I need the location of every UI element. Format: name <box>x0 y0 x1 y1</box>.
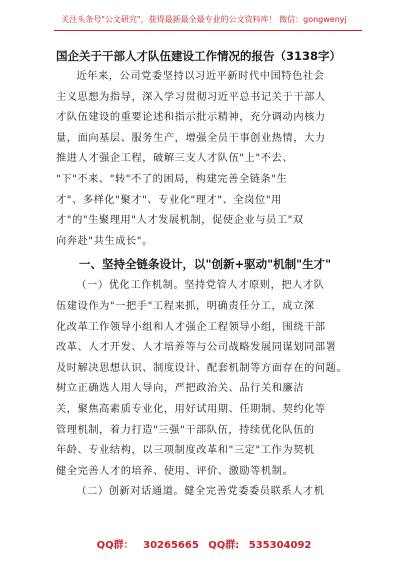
page-header <box>0 0 408 44</box>
paragraph-line: （一）优化工作机制。坚持党管人才原则，把人才队 <box>76 280 325 292</box>
paragraph-line: （二）创新对话通道。健全完善党委委员联系人才机 <box>76 486 325 498</box>
paragraph-line: 管理机制，着力打造"三强"干部队伍，持续优化队伍的 <box>56 424 315 436</box>
paragraph-line: 化改革工作领导小组和人才强企工程领导小组，围绕干部 <box>56 321 326 333</box>
paragraph-line: 树立正确选人用人导向，严把政治关、品行关和廉洁 <box>56 383 305 395</box>
paragraph-line: 伍建设作为"一把手"工程来抓，明确责任分工，成立深 <box>56 300 315 312</box>
page-footer <box>0 532 408 552</box>
paragraph-line: "下"不来、"转"不了的困局，构建完善全链条"生 <box>56 173 288 185</box>
paragraph-line: 才"、多样化"聚才"、专业化"理才"、全岗位"用 <box>56 194 282 206</box>
paragraph-line: 健全完善人才的培养、使用、评价、激励等机制。 <box>56 465 294 477</box>
paragraph-line: 年龄、专业结构，以三项制度改革和"三定"工作为契机 <box>56 445 315 457</box>
header-promo-text: 关注头条号"公文研究"，获得最新最全最专业的公文资料库！ 微信：gongwenyj <box>61 15 347 24</box>
paragraph-line: 改革、人才开发、人才培养等与公司战略发展同谋划同部署 <box>56 342 337 354</box>
paragraph-line: 向奔赴"共生成长"。 <box>56 235 153 247</box>
paragraph-line: 近年来，公司党委坚持以习近平新时代中国特色社会 <box>76 71 325 82</box>
document-title: 国企关于干部人才队伍建设工作情况的报告（3138字） <box>56 49 342 63</box>
paragraph-line: 量，面向基层、服务生产，增强全员干事创业热情，大力 <box>56 132 326 144</box>
document-body <box>56 48 352 503</box>
paragraph-line: 才"的"生聚理用"人才发展机制，促使企业与员工"双 <box>56 215 304 227</box>
paragraph-line: 关，聚焦高素质专业化，用好试用期、任期制、契约化等 <box>56 403 326 415</box>
item-two-paragraph <box>56 482 352 503</box>
paragraph-line: 推进人才强企工程，破解三支人才队伍"上"不去、 <box>56 153 294 165</box>
footer-qq-groups: QQ群： 30265665 QQ群: 535304092 <box>96 540 312 551</box>
header-divider <box>54 30 362 31</box>
intro-paragraph <box>56 67 352 252</box>
paragraph-line: 才队伍建设的重要论述和指示批示精神，充分调动内核力 <box>56 112 326 124</box>
section-heading: 一、坚持全链条设计，以"创新+驱动"机制"生才" <box>79 257 332 272</box>
paragraph-line: 及时解决思想认识、制度设计、配套机制等方面存在的问题。 <box>56 362 348 374</box>
paragraph-line: 主义思想为指导，深入学习贯彻习近平总书记关于干部人 <box>56 91 326 103</box>
item-one-paragraph <box>56 276 352 482</box>
